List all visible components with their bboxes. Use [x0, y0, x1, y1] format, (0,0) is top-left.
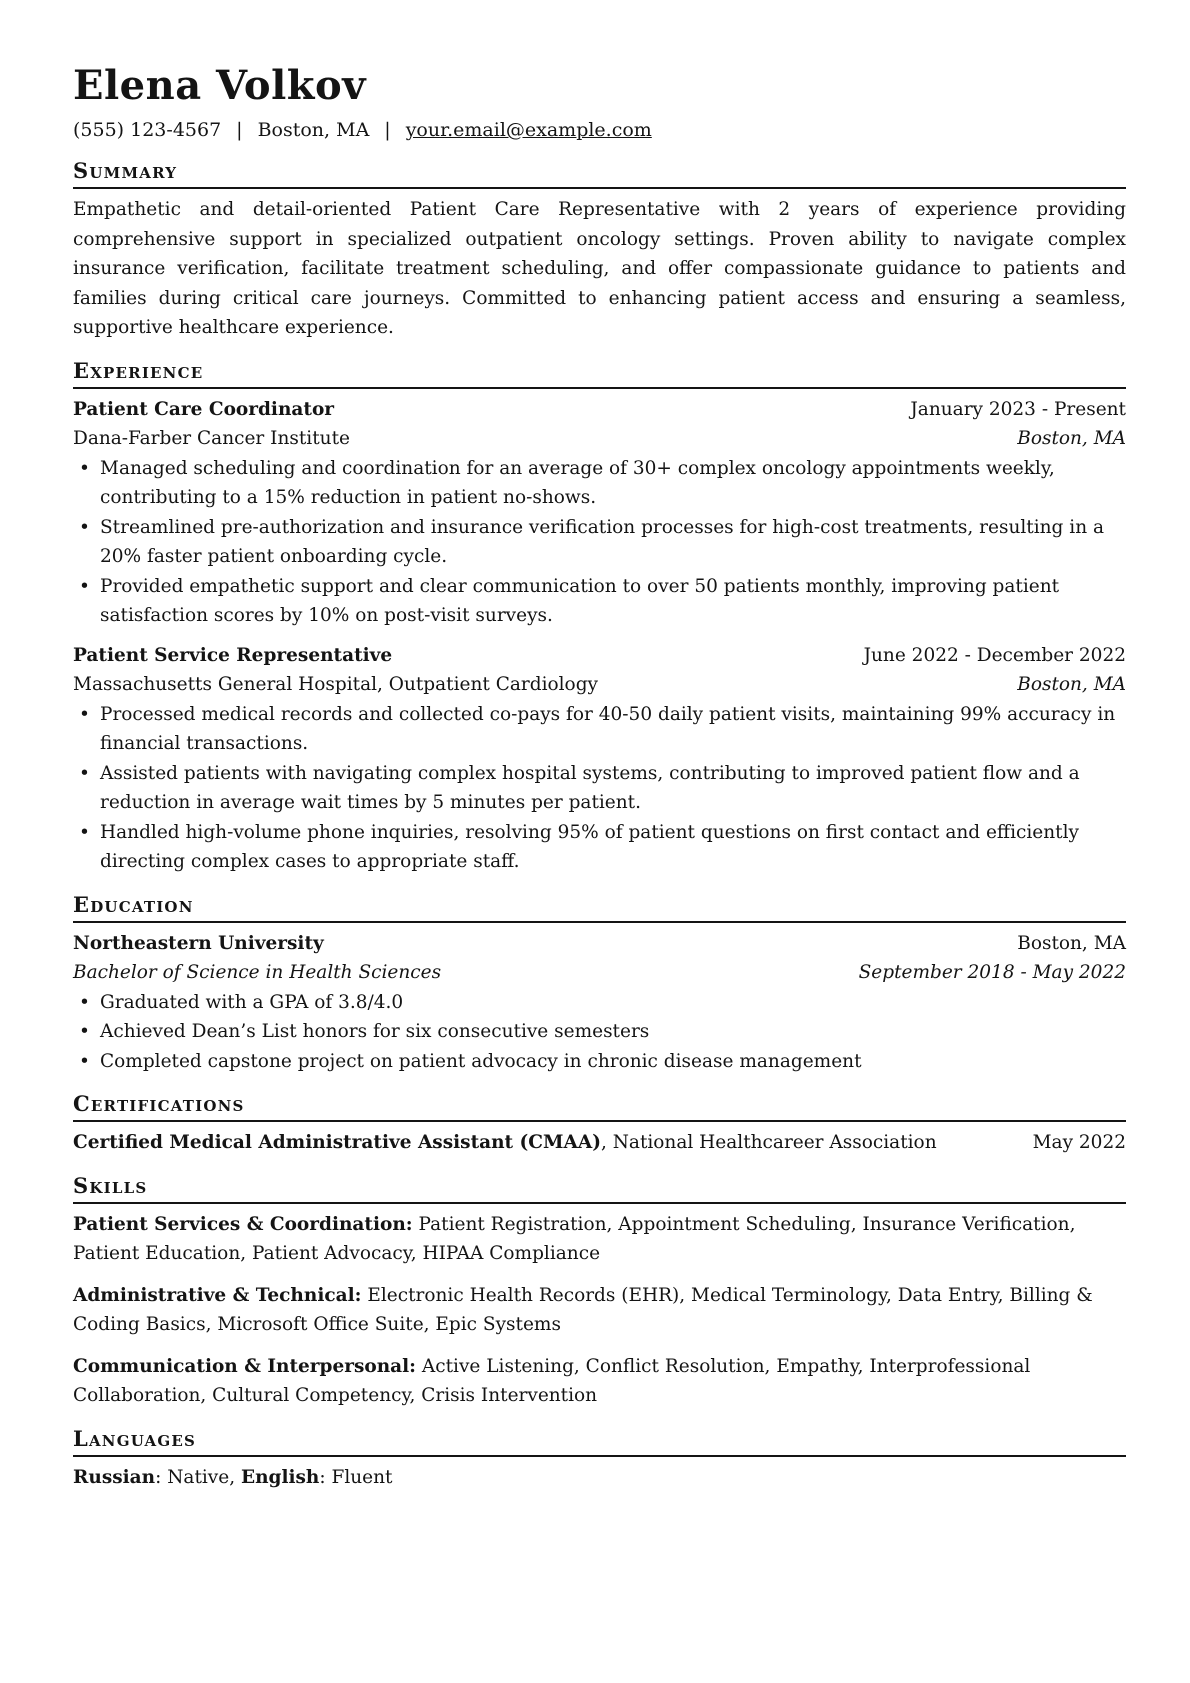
- job-bullets: [73, 454, 1126, 631]
- list-item: • Managed scheduling and coordination for an average of 30+ complex oncology appointments weekly, contributing to a 15% reduction in patient no-shows.: [73, 454, 1126, 513]
- location: Boston, MA: [257, 119, 370, 141]
- job-org-row: [73, 424, 1126, 454]
- section-title-experience: Experience: [73, 357, 1126, 389]
- education-dates: September 2018 - May 2022: [858, 962, 1126, 983]
- skill-group-items: Electronic Health Records (EHR), Medical Terminology, Data Entry, Billing & Coding Basics, Microsoft Office Suite, Epic Systems: [73, 1284, 1093, 1335]
- degree-row: [73, 958, 1126, 988]
- languages-line: [73, 1463, 1126, 1493]
- skill-group-label: Patient Services & Coordination:: [73, 1213, 413, 1235]
- separator: |: [236, 119, 243, 141]
- phone: (555) 123-4567: [73, 119, 222, 141]
- separator: |: [384, 119, 391, 141]
- summary-text: Empathetic and detail-oriented Patient Care Representative with 2 years of experience providing comprehensive support in specialized outpatient oncology settings. Proven ability to navigate complex insurance verification, facilitate treatment scheduling, and offer compassionate guidance to patients and families during critical care journeys. Committed to enhancing patient access and ensuring a seamless, supportive healthcare experience.: [73, 199, 1126, 338]
- list-item: • Completed capstone project on patient advocacy in chronic disease management: [73, 1047, 1126, 1077]
- job-entry: [73, 641, 1126, 877]
- skill-group: [73, 1281, 1126, 1340]
- language-level: : Fluent: [319, 1466, 393, 1488]
- education-section: [73, 891, 1126, 1077]
- list-item: • Processed medical records and collected co-pays for 40-50 daily patient visits, maintaining 99% accuracy in financial transactions.: [73, 700, 1126, 759]
- job-org-row: [73, 670, 1126, 700]
- summary-section: [73, 157, 1126, 343]
- degree: Bachelor of Science in Health Sciences: [73, 962, 442, 983]
- experience-section: [73, 357, 1126, 877]
- contact-line: [73, 117, 1126, 143]
- job-location: Boston, MA: [1017, 428, 1126, 449]
- list-item: • Streamlined pre-authorization and insurance verification processes for high-cost treatments, resulting in a 20% faster patient onboarding cycle.: [73, 513, 1126, 572]
- certification-name: Certified Medical Administrative Assistant (CMAA): [73, 1132, 601, 1153]
- skills-section: [73, 1172, 1126, 1411]
- job-entry: [73, 395, 1126, 631]
- language-name: Russian: [73, 1466, 156, 1488]
- job-bullets: [73, 700, 1126, 877]
- certification-date: May 2022: [1032, 1132, 1126, 1153]
- certification-text: [73, 1128, 937, 1158]
- language-level: : Native,: [155, 1466, 241, 1488]
- section-title-languages: Languages: [73, 1425, 1126, 1457]
- job-dates: January 2023 - Present: [910, 398, 1126, 420]
- job-role: Patient Service Representative: [73, 644, 393, 666]
- skill-group-label: Communication & Interpersonal:: [73, 1355, 417, 1377]
- certification-row: [73, 1128, 1126, 1158]
- skill-group: [73, 1210, 1126, 1269]
- school-location: Boston, MA: [1017, 932, 1126, 954]
- section-title-skills: Skills: [73, 1172, 1126, 1204]
- list-item: • Achieved Dean’s List honors for six consecutive semesters: [73, 1017, 1126, 1047]
- job-location: Boston, MA: [1017, 674, 1126, 695]
- skill-group-label: Administrative & Technical:: [73, 1284, 362, 1306]
- skill-group-items: Patient Registration, Appointment Scheduling, Insurance Verification, Patient Education, Patient Advocacy, HIPAA Compliance: [73, 1213, 1076, 1264]
- job-org: Massachusetts General Hospital, Outpatient Cardiology: [73, 674, 598, 695]
- certification-issuer: , National Healthcareer Association: [600, 1132, 937, 1153]
- email-link[interactable]: your.email@example.com: [405, 119, 652, 141]
- list-item: • Graduated with a GPA of 3.8/4.0: [73, 988, 1126, 1018]
- list-item: • Provided empathetic support and clear communication to over 50 patients monthly, improving patient satisfaction scores by 10% on post-visit surveys.: [73, 572, 1126, 631]
- job-org: Dana-Farber Cancer Institute: [73, 428, 350, 449]
- resume-page: [73, 58, 1126, 1492]
- skill-group-items: Active Listening, Conflict Resolution, Empathy, Interprofessional Collaboration, Cultural Competency, Crisis Intervention: [73, 1355, 1031, 1406]
- skill-group: [73, 1352, 1126, 1411]
- section-title-education: Education: [73, 891, 1126, 923]
- job-role: Patient Care Coordinator: [73, 398, 335, 420]
- candidate-name: Elena Volkov: [73, 62, 366, 109]
- education-bullets: [73, 988, 1126, 1077]
- job-header: [73, 641, 1126, 671]
- section-title-summary: Summary: [73, 157, 1126, 189]
- list-item: • Assisted patients with navigating complex hospital systems, contributing to improved patient flow and a reduction in average wait times by 5 minutes per patient.: [73, 759, 1126, 818]
- job-dates: June 2022 - December 2022: [863, 644, 1126, 666]
- languages-section: [73, 1425, 1126, 1493]
- list-item: • Handled high-volume phone inquiries, resolving 95% of patient questions on first contact and efficiently directing complex cases to appropriate staff.: [73, 818, 1126, 877]
- language-name: English: [240, 1466, 320, 1488]
- job-header: [73, 395, 1126, 425]
- school-name: Northeastern University: [73, 932, 324, 954]
- school-row: [73, 929, 1126, 959]
- section-title-certifications: Certifications: [73, 1090, 1126, 1122]
- certifications-section: [73, 1090, 1126, 1158]
